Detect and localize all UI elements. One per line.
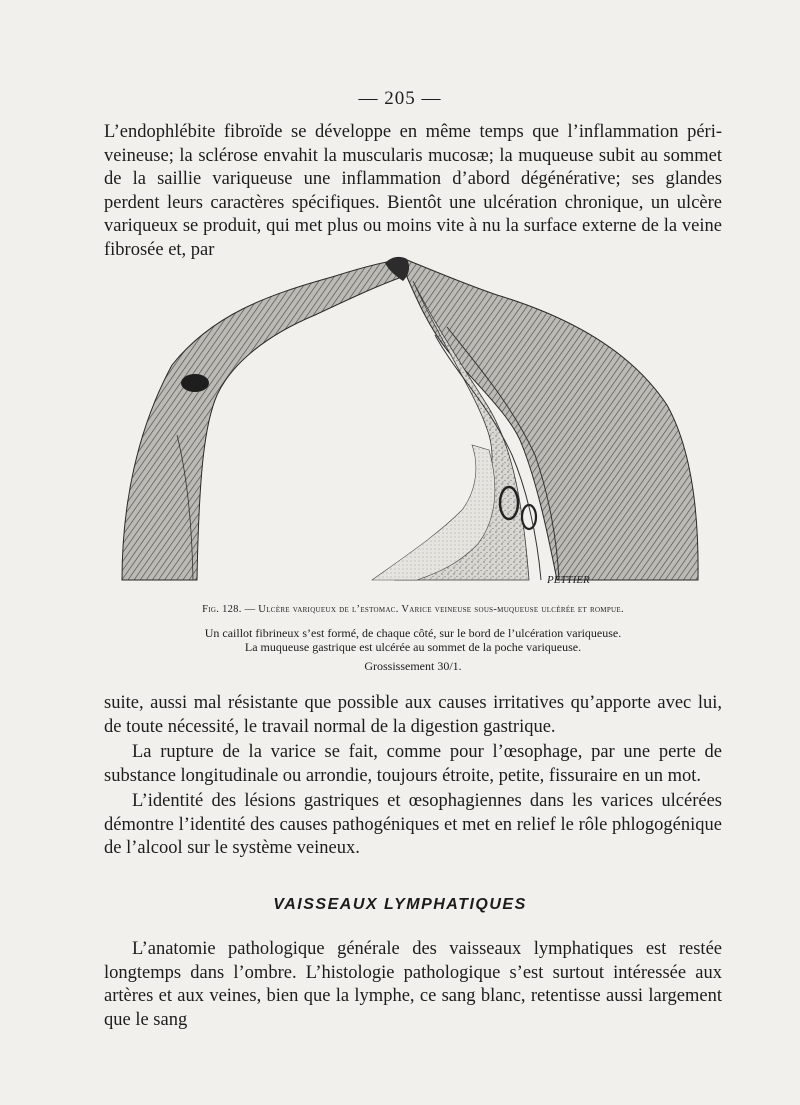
paragraph-identite: L’identité des lésions gastriques et œsophagiennes dans les varices ulcérées démontre l’identité des causes pathogéniques et met en relief le rôle phlogogénique de l’alcool sur le système veineux.	[104, 791, 722, 858]
paragraph-endophlebite: L’endophlébite fibroïde se développe en même temps que l’inflammation péri-veineuse; la sclérose envahit la muscularis mucosæ; la muqueuse subit au sommet de la saillie variqueuse une inflammation d’abord dégénérative; ses glandes perdent leurs caractères spécifiques. Bientôt une ulcération chronique, un ulcère variqueux se produit, qui met plus ou moins vite à nu la surface externe de la veine fibrosée et, par	[104, 122, 722, 260]
fibrin-clot-right	[522, 505, 536, 529]
figure-caption-line-1: Un caillot fibrineux s’est formé, de chaque côté, sur le bord de l’ulcération variqueuse.	[204, 626, 622, 640]
page-number: — 205 —	[358, 88, 442, 109]
paragraph-suite: suite, aussi mal résistante que possible aux causes irritatives qu’apporte avec lui, de toute nécessité, le travail normal de la digestion gastrique.	[104, 693, 722, 737]
figure-signature: PETTIER	[547, 574, 590, 585]
paragraph-rupture: La rupture de la varice se fait, comme pour l’œsophage, par une perte de substance longitudinale ou arrondie, toujours étroite, petite, fissuraire en un mot.	[104, 742, 722, 786]
figure-caption-title: Fig. 128. — Ulcère variqueux de l’estomac. Varice veineuse sous-muqueuse ulcérée et rompue.	[202, 604, 624, 615]
figure-128-illustration	[117, 255, 703, 585]
section-heading: VAISSEAUX LYMPHATIQUES	[273, 896, 527, 913]
left-mucosa-wall	[122, 260, 402, 580]
paragraph-anatomie: L’anatomie pathologique générale des vaisseaux lymphatiques est restée longtemps dans l’ombre. L’histologie pathologique s’est surtout intéressée aux artères et aux veines, bien que la lymphe, ce sang blanc, retentisse aussi largement que le sang	[104, 939, 722, 1030]
figure-caption-line-2: La muqueuse gastrique est ulcérée au sommet de la poche variqueuse.	[244, 640, 582, 654]
dark-blood-spot	[181, 374, 209, 392]
figure-caption-magnification: Grossissement 30/1.	[364, 659, 462, 673]
